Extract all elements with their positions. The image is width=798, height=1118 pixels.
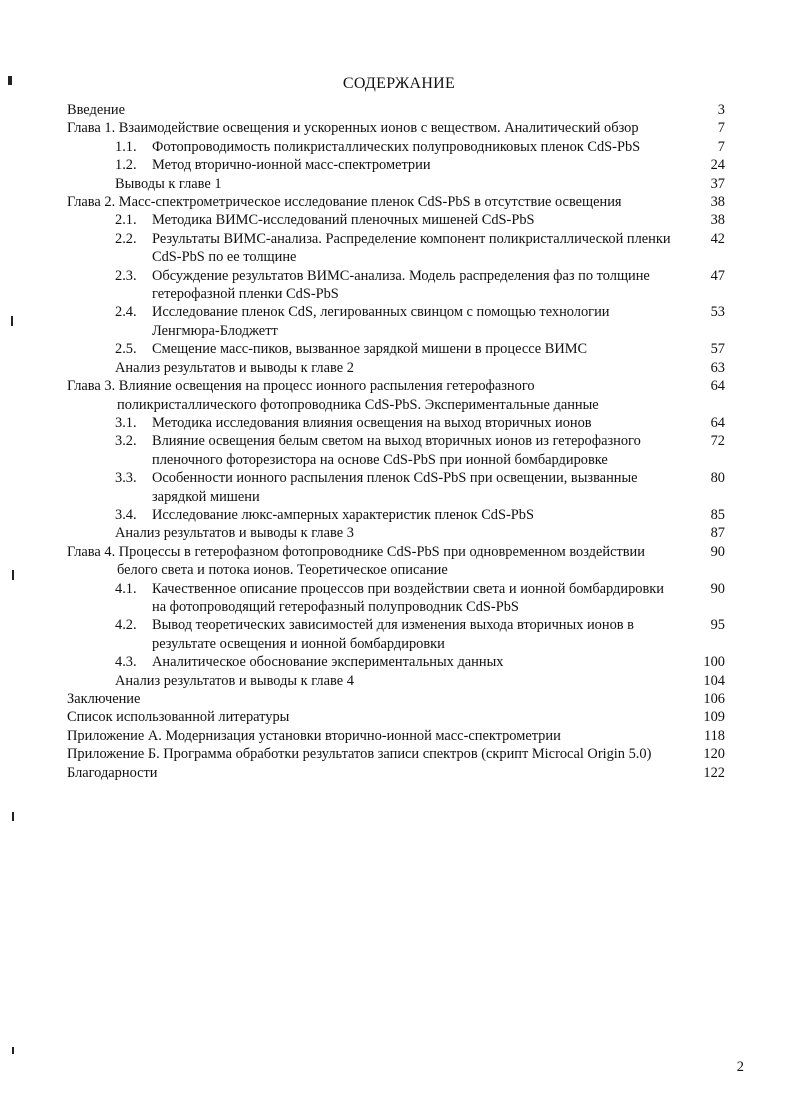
toc-entry-title: Фотопроводимость поликристаллических полупроводниковых пленок CdS-PbS	[152, 138, 641, 155]
toc-entry-page: 7	[717, 138, 725, 155]
toc-entry-page: 57	[710, 341, 725, 358]
toc-entry-page: 90	[710, 543, 725, 560]
toc-entry-number: 4.2.	[115, 617, 137, 634]
toc-entry	[67, 211, 725, 229]
toc-entry-title: Вывод теоретических зависимостей для изменения выхода вторичных ионов в результате освещения и ионной бомбардировки	[152, 617, 634, 652]
toc-entry-title: Анализ результатов и выводы к главе 4	[115, 672, 354, 689]
toc-entry-page: 109	[703, 709, 725, 726]
toc-entry-title: Глава 2. Масс-спектрометрическое исследование пленок CdS-PbS в отсутствие освещения	[67, 194, 622, 211]
toc-entry	[67, 101, 725, 119]
toc-entry-page: 63	[710, 359, 725, 376]
toc-entry-page: 3	[717, 102, 725, 118]
toc-entry-title: Методика ВИМС-исследований пленочных мишеней CdS-PbS	[152, 212, 535, 229]
toc-entry	[67, 727, 725, 745]
toc-entry-page: 72	[710, 433, 725, 450]
toc-entry-page: 38	[710, 212, 725, 229]
toc-entry-number: 2.3.	[115, 267, 137, 284]
toc-entry-title: Анализ результатов и выводы к главе 3	[115, 525, 354, 542]
toc-entry	[67, 414, 725, 432]
toc-entry-title: Приложение Б. Программа обработки результатов записи спектров (скрипт Microcal Origin 5.0)	[67, 746, 652, 763]
toc-entry-title: Глава 3. Влияние освещения на процесс ионного распыления гетерофазного поликристаллического фотопроводника CdS-PbS. Экспериментальные данные	[67, 378, 599, 413]
toc-entry-page: 47	[710, 267, 725, 284]
toc-entry-page: 7	[717, 120, 725, 137]
toc-entry-page: 64	[710, 378, 725, 395]
toc-entry-title: Аналитическое обоснование экспериментальных данных	[152, 654, 504, 671]
toc-entry-page: 122	[703, 764, 725, 781]
scan-mark	[12, 1047, 14, 1054]
toc-entry-title: Список использованной литературы	[67, 709, 290, 726]
toc-entry-title: Анализ результатов и выводы к главе 2	[115, 359, 354, 376]
toc-entry-number: 4.1.	[115, 580, 137, 597]
toc-entry	[67, 267, 725, 304]
toc-entry	[67, 653, 725, 671]
toc-entry-title: Влияние освещения белым светом на выход вторичных ионов из гетерофазного пленочного фоторезистора на основе CdS-PbS при ионной бомбардировке	[152, 433, 641, 468]
toc-entry	[67, 138, 725, 156]
toc-entry	[67, 764, 725, 782]
toc-entry-number: 3.2.	[115, 433, 137, 450]
toc-entry	[67, 672, 725, 690]
toc-entry	[67, 616, 725, 653]
toc-entry-title: Обсуждение результатов ВИМС-анализа. Модель распределения фаз по толщине гетерофазной пленки CdS-PbS	[152, 267, 650, 303]
toc-entry-title: Смещение масс-пиков, вызванное зарядкой мишени в процессе ВИМС	[152, 341, 588, 358]
toc-entry-title: Глава 1. Взаимодействие освещения и ускоренных ионов с веществом. Аналитический обзор	[67, 120, 639, 137]
toc-entry-number: 1.1.	[115, 138, 137, 155]
toc-entry-title: Качественное описание процессов при воздействии света и ионной бомбардировки на фотопроводящий гетерофазный полупроводник CdS-PbS	[152, 580, 664, 615]
toc-entry	[67, 469, 725, 506]
toc-entry-number: 4.3.	[115, 654, 137, 671]
toc-entry-page: 104	[703, 672, 725, 689]
toc-entry-title: Благодарности	[67, 764, 158, 781]
toc-entry	[67, 175, 725, 193]
toc-entry-page: 80	[710, 470, 725, 487]
toc-entry-title: Результаты ВИМС-анализа. Распределение компонент поликристаллической пленки CdS-PbS по ее толщине	[152, 230, 671, 266]
toc-entry-title: Метод вторично-ионной масс-спектрометрии	[152, 157, 431, 174]
toc-entry	[67, 708, 725, 726]
toc-entry-title: Выводы к главе 1	[115, 175, 222, 192]
page-title: СОДЕРЖАНИЕ	[342, 75, 456, 92]
toc-entry	[67, 377, 725, 414]
toc-entry-page: 90	[710, 580, 725, 597]
toc-entry-number: 3.1.	[115, 414, 137, 431]
toc-entry	[67, 690, 725, 708]
toc-entry	[67, 543, 725, 580]
toc-entry	[67, 119, 725, 137]
scan-mark	[12, 570, 14, 580]
toc-entry-title: Глава 4. Процессы в гетерофазном фотопроводнике CdS-PbS при одновременном воздействии белого света и потока ионов. Теоретическое описание	[67, 543, 645, 579]
toc-entry-title: Приложение А. Модернизация установки вторично-ионной масс-спектрометрии	[67, 727, 561, 744]
toc-entry-page: 42	[710, 230, 725, 247]
toc-entry-page: 87	[710, 525, 725, 542]
toc-entry-number: 2.4.	[115, 304, 137, 321]
toc-entry-title: Особенности ионного распыления пленок CdS-PbS при освещении, вызванные зарядкой мишени	[152, 470, 638, 505]
scan-mark	[11, 316, 13, 326]
toc-entry	[67, 745, 725, 763]
toc-entry	[67, 432, 725, 469]
toc-entry	[67, 156, 725, 174]
toc-entry-title: Методика исследования влияния освещения на выход вторичных ионов	[152, 414, 592, 431]
toc-entry-title: Исследование люкс-амперных характеристик пленок CdS-PbS	[152, 506, 534, 523]
toc-entry	[67, 506, 725, 524]
toc-entry-number: 2.1.	[115, 212, 137, 229]
toc-entry	[67, 524, 725, 542]
toc-entry-page: 24	[710, 157, 725, 174]
toc-entry-page: 118	[703, 727, 725, 744]
toc-entry-page: 53	[710, 304, 725, 321]
table-of-contents	[67, 101, 725, 782]
toc-entry	[67, 580, 725, 617]
toc-entry-page: 64	[710, 414, 725, 431]
toc-entry	[67, 359, 725, 377]
toc-entry	[67, 340, 725, 358]
toc-entry-title: Исследование пленок CdS, легированных свинцом с помощью технологии Ленгмюра-Блоджетт	[152, 304, 610, 339]
toc-entry-page: 85	[710, 506, 725, 523]
toc-entry-number: 2.5.	[115, 341, 137, 358]
toc-entry	[67, 230, 725, 267]
toc-entry-title: Введение	[67, 102, 126, 118]
toc-entry-number: 3.3.	[115, 470, 137, 487]
toc-entry-number: 1.2.	[115, 157, 137, 174]
toc-entry-number: 2.2.	[115, 230, 137, 247]
toc-entry-title: Заключение	[67, 691, 141, 707]
toc-entry	[67, 303, 725, 340]
scan-mark	[12, 812, 14, 821]
toc-entry-page: 106	[703, 691, 725, 707]
toc-entry-page: 37	[710, 175, 725, 192]
toc-entry-page: 120	[703, 746, 725, 763]
page-number: 2	[736, 1059, 744, 1075]
toc-entry-page: 38	[710, 194, 725, 211]
toc-entry-page: 100	[703, 654, 725, 671]
toc-entry-page: 95	[710, 617, 725, 634]
toc-entry	[67, 193, 725, 211]
toc-entry-number: 3.4.	[115, 506, 137, 523]
